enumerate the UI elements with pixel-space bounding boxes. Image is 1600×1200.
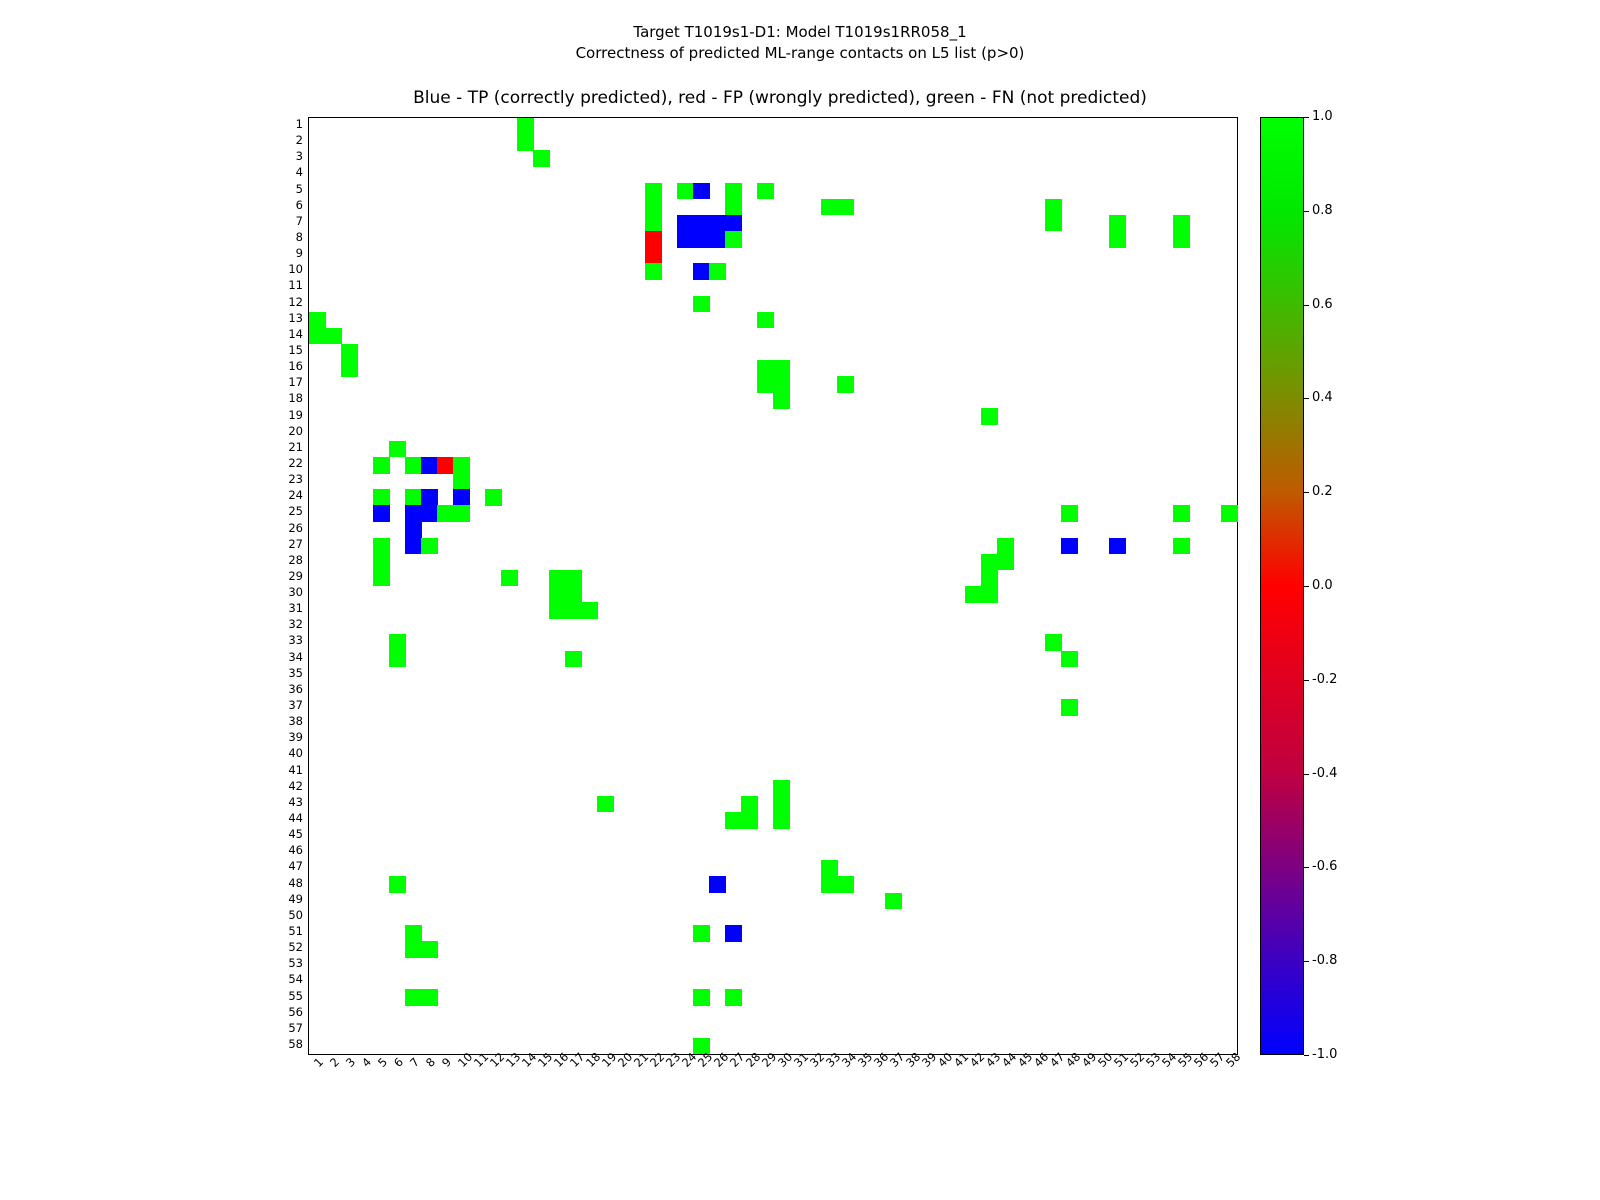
colorbar-tick-mark <box>1304 398 1309 399</box>
y-tick-label: 1 <box>295 117 303 132</box>
x-tick-label: 57 <box>1207 1049 1228 1070</box>
y-tick-label: 54 <box>288 972 303 987</box>
x-tick-label: 4 <box>359 1054 375 1070</box>
x-tick-label: 31 <box>791 1049 812 1070</box>
y-tick-label: 38 <box>288 714 303 729</box>
y-tick-label: 9 <box>295 246 303 261</box>
y-tick-label: 5 <box>295 181 303 196</box>
x-tick-label: 19 <box>599 1049 620 1070</box>
y-tick-label: 12 <box>288 294 303 309</box>
y-tick-label: 48 <box>288 875 303 890</box>
colorbar-tick-label: -0.4 <box>1312 765 1338 781</box>
x-tick-label: 44 <box>999 1049 1020 1070</box>
chart-subtitle: Blue - TP (correctly predicted), red - FP (wrongly predicted), green - FN (not predicted) <box>413 88 1147 108</box>
colorbar-tick-label: 0.0 <box>1312 578 1333 593</box>
x-tick-label: 34 <box>839 1049 860 1070</box>
x-tick-label: 5 <box>375 1054 391 1070</box>
x-tick-label: 28 <box>743 1049 764 1070</box>
y-tick-label: 40 <box>288 746 303 761</box>
x-tick-label: 6 <box>391 1054 407 1070</box>
x-tick-label: 46 <box>1031 1049 1052 1070</box>
y-tick-label: 33 <box>288 633 303 648</box>
y-tick-label: 46 <box>288 843 303 858</box>
x-tick-label: 17 <box>567 1049 588 1070</box>
x-tick-label: 3 <box>343 1054 359 1070</box>
y-tick-label: 16 <box>288 359 303 374</box>
y-tick-label: 32 <box>288 617 303 632</box>
colorbar-tick-label: -0.2 <box>1312 671 1338 687</box>
y-tick-label: 15 <box>288 343 303 357</box>
y-tick-label: 58 <box>288 1036 303 1051</box>
y-tick-label: 14 <box>288 326 303 341</box>
x-tick-label: 32 <box>807 1049 828 1070</box>
y-tick-label: 49 <box>288 891 303 906</box>
y-tick-label: 18 <box>288 391 303 406</box>
x-tick-label: 10 <box>455 1049 476 1070</box>
y-tick-label: 34 <box>288 649 303 664</box>
x-tick-label: 1 <box>311 1054 327 1070</box>
x-tick-label: 33 <box>823 1049 844 1070</box>
y-tick-label: 13 <box>288 310 303 325</box>
y-tick-label: 37 <box>288 698 303 713</box>
x-tick-label: 29 <box>759 1049 780 1070</box>
x-tick-label: 30 <box>775 1049 796 1070</box>
y-tick-label: 43 <box>288 794 303 809</box>
x-tick-label: 55 <box>1175 1049 1196 1070</box>
colorbar-tick-mark <box>1304 961 1309 962</box>
y-tick-label: 47 <box>288 859 303 874</box>
x-tick-label: 47 <box>1047 1049 1068 1070</box>
colorbar-tick-mark <box>1304 117 1309 118</box>
x-tick-label: 48 <box>1063 1049 1084 1070</box>
y-tick-label: 23 <box>288 472 303 487</box>
y-tick-label: 2 <box>295 133 303 148</box>
y-tick-label: 56 <box>288 1004 303 1019</box>
x-tick-label: 45 <box>1015 1049 1036 1070</box>
x-tick-label: 2 <box>327 1054 343 1070</box>
colorbar-tick-mark <box>1304 211 1309 212</box>
y-tick-label: 35 <box>288 665 303 680</box>
y-tick-label: 27 <box>288 536 303 551</box>
y-tick-label: 55 <box>288 988 303 1003</box>
colorbar-tick-label: 0.6 <box>1312 296 1333 312</box>
colorbar-tick-label: 0.4 <box>1312 390 1333 406</box>
colorbar-tick-label: 1.0 <box>1312 109 1333 124</box>
y-tick-label: 31 <box>288 601 303 616</box>
x-tick-label: 58 <box>1223 1049 1244 1070</box>
x-tick-label: 9 <box>439 1054 455 1070</box>
x-tick-label: 38 <box>903 1049 924 1070</box>
colorbar-tick-label: -0.6 <box>1312 859 1338 875</box>
x-tick-label: 50 <box>1095 1049 1116 1070</box>
y-tick-label: 45 <box>288 827 303 842</box>
x-tick-label: 11 <box>471 1049 492 1070</box>
y-tick-label: 28 <box>288 552 303 567</box>
colorbar-tick-mark <box>1304 1055 1309 1056</box>
colorbar-tick-label: -1.0 <box>1312 1047 1338 1062</box>
x-tick-label: 51 <box>1111 1049 1132 1070</box>
colorbar-tick-label: 0.2 <box>1312 484 1333 500</box>
y-tick-label: 3 <box>295 149 303 164</box>
y-tick-label: 7 <box>295 213 303 228</box>
y-tick-label: 39 <box>288 730 303 745</box>
x-tick-label: 21 <box>631 1049 652 1070</box>
title-line-1: Target T1019s1-D1: Model T1019s1RR058_1 <box>633 23 967 41</box>
y-tick-label: 41 <box>288 762 303 777</box>
x-tick-label: 52 <box>1127 1049 1148 1070</box>
colorbar-tick-label: 0.8 <box>1312 202 1333 218</box>
y-tick-label: 26 <box>288 520 303 535</box>
colorbar-tick-mark <box>1304 586 1309 587</box>
x-tick-label: 35 <box>855 1049 876 1070</box>
colorbar-tick-mark <box>1304 305 1309 306</box>
y-tick-label: 17 <box>288 375 303 390</box>
x-tick-label: 43 <box>983 1049 1004 1070</box>
x-tick-label: 20 <box>615 1049 636 1070</box>
title-line-2: Correctness of predicted ML-range contacts on L5 list (p>0) <box>575 44 1025 62</box>
y-tick-label: 25 <box>288 504 303 519</box>
y-tick-label: 44 <box>288 811 303 825</box>
y-tick-label: 57 <box>288 1020 303 1035</box>
y-tick-label: 4 <box>295 165 303 180</box>
x-tick-label: 25 <box>695 1049 716 1070</box>
y-tick-label: 30 <box>288 585 303 600</box>
y-tick-label: 6 <box>295 197 303 212</box>
colorbar-tick-mark <box>1304 680 1309 681</box>
x-tick-label: 23 <box>663 1049 684 1070</box>
colorbar-tick-mark <box>1304 774 1309 775</box>
x-tick-label: 36 <box>871 1049 892 1070</box>
x-tick-label: 37 <box>887 1049 908 1070</box>
x-tick-label: 8 <box>423 1054 439 1070</box>
x-tick-label: 41 <box>951 1049 972 1070</box>
x-tick-label: 16 <box>551 1049 572 1070</box>
y-tick-label: 53 <box>288 956 303 971</box>
x-tick-label: 13 <box>503 1049 524 1070</box>
colorbar-tick-mark <box>1304 492 1309 493</box>
y-tick-label: 19 <box>288 407 303 422</box>
y-tick-label: 8 <box>295 230 303 245</box>
y-tick-label: 22 <box>288 455 303 470</box>
y-tick-label: 51 <box>288 923 303 938</box>
x-tick-label: 24 <box>679 1049 700 1070</box>
colorbar-tick-label: -0.8 <box>1312 953 1338 969</box>
y-tick-label: 21 <box>288 439 303 454</box>
x-tick-label: 12 <box>487 1049 508 1070</box>
y-tick-label: 52 <box>288 940 303 955</box>
x-tick-label: 27 <box>727 1049 748 1070</box>
x-tick-label: 22 <box>647 1049 668 1070</box>
x-tick-label: 56 <box>1191 1049 1212 1070</box>
x-tick-label: 26 <box>711 1049 732 1070</box>
y-tick-label: 36 <box>288 681 303 696</box>
x-tick-label: 49 <box>1079 1049 1100 1070</box>
x-tick-label: 54 <box>1159 1049 1180 1070</box>
x-tick-label: 53 <box>1143 1049 1164 1070</box>
y-tick-label: 11 <box>288 278 303 293</box>
x-tick-label: 18 <box>583 1049 604 1070</box>
x-tick-label: 15 <box>535 1049 556 1070</box>
y-tick-label: 42 <box>288 778 303 793</box>
colorbar-tick-mark <box>1304 867 1309 868</box>
x-tick-label: 42 <box>967 1049 988 1070</box>
y-tick-label: 29 <box>288 568 303 583</box>
y-tick-label: 20 <box>288 423 303 438</box>
x-tick-label: 7 <box>407 1054 423 1070</box>
x-tick-label: 40 <box>935 1049 956 1070</box>
y-tick-label: 10 <box>288 262 303 277</box>
y-tick-label: 50 <box>288 907 303 922</box>
x-tick-label: 39 <box>919 1049 940 1070</box>
x-tick-label: 14 <box>519 1049 540 1070</box>
y-tick-label: 24 <box>288 488 303 503</box>
